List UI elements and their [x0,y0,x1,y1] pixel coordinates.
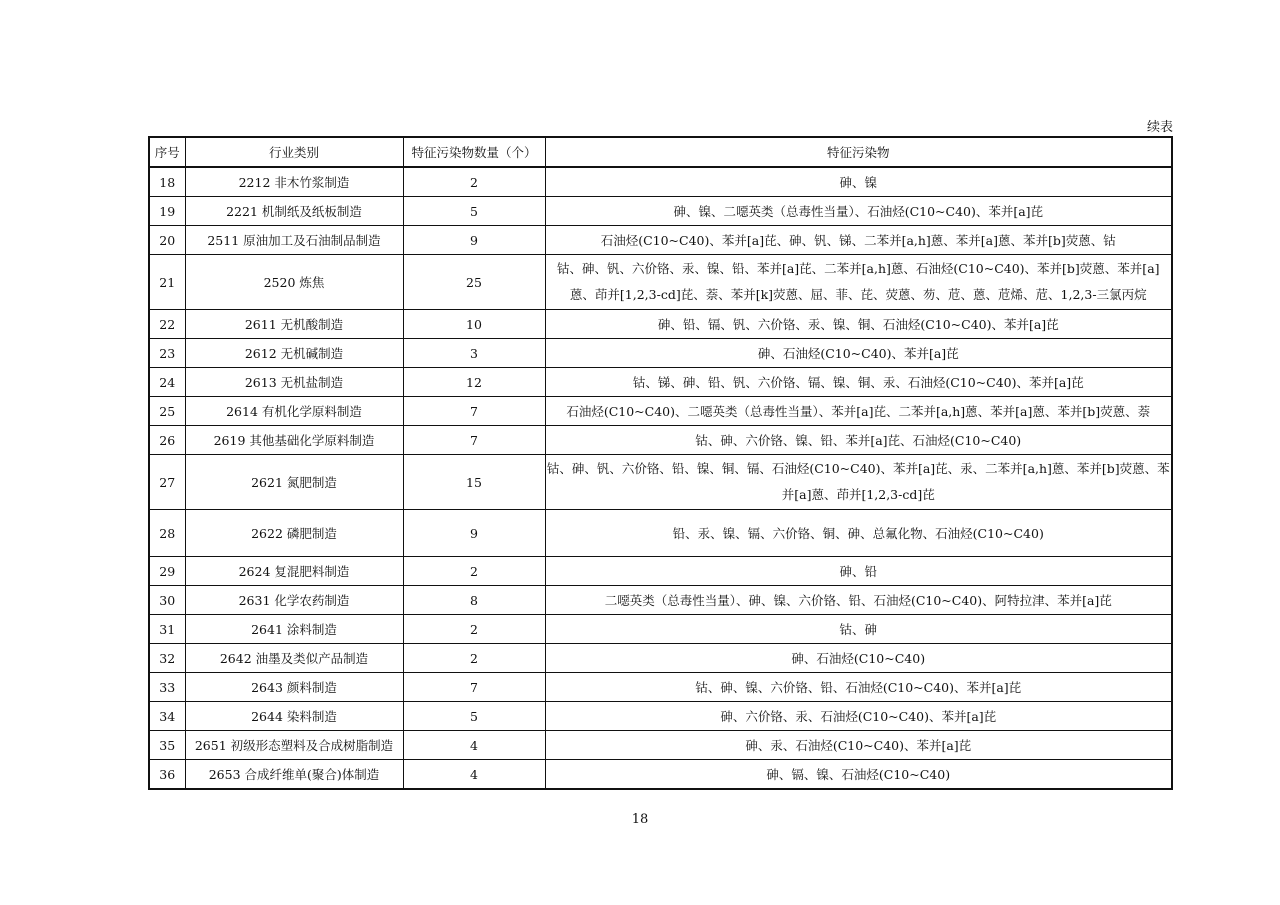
row-count: 7 [403,673,545,702]
table-row [149,310,1172,339]
row-pollutants: 砷、镉、镍、石油烃(C10~C40) [545,760,1172,790]
row-no: 29 [149,557,185,586]
table-header-row [149,137,1172,167]
row-pollutants: 钴、砷、钒、六价铬、铅、镍、铜、镉、石油烃(C10~C40)、苯并[a]芘、汞、二苯并[a,h]蒽、苯并[b]荧蒽、苯并[a]蒽、茚并[1,2,3-cd]芘 [545,455,1172,510]
row-industry: 2624 复混肥料制造 [185,557,403,586]
table-row [149,557,1172,586]
table-row [149,426,1172,455]
row-pollutants: 砷、石油烃(C10~C40)、苯并[a]芘 [545,339,1172,368]
row-industry: 2622 磷肥制造 [185,510,403,557]
row-industry: 2212 非木竹浆制造 [185,167,403,197]
row-no: 31 [149,615,185,644]
row-industry: 2642 油墨及类似产品制造 [185,644,403,673]
table-row [149,167,1172,197]
row-pollutants: 砷、铅 [545,557,1172,586]
row-pollutants: 砷、汞、石油烃(C10~C40)、苯并[a]芘 [545,731,1172,760]
table-row [149,368,1172,397]
row-pollutants: 钴、砷、镍、六价铬、铅、石油烃(C10~C40)、苯并[a]芘 [545,673,1172,702]
row-industry: 2651 初级形态塑料及合成树脂制造 [185,731,403,760]
row-pollutants: 钴、锑、砷、铅、钒、六价铬、镉、镍、铜、汞、石油烃(C10~C40)、苯并[a]芘 [545,368,1172,397]
row-industry: 2621 氮肥制造 [185,455,403,510]
row-no: 33 [149,673,185,702]
row-industry: 2653 合成纤维单(聚合)体制造 [185,760,403,790]
continued-label: 续表 [1146,120,1173,135]
table-row [149,586,1172,615]
row-no: 20 [149,226,185,255]
row-count: 4 [403,731,545,760]
row-pollutants: 砷、镍、二噁英类（总毒性当量）、石油烃(C10~C40)、苯并[a]芘 [545,197,1172,226]
row-count: 4 [403,760,545,790]
row-industry: 2643 颜料制造 [185,673,403,702]
row-no: 24 [149,368,185,397]
row-count: 2 [403,557,545,586]
row-industry: 2619 其他基础化学原料制造 [185,426,403,455]
row-industry: 2641 涂料制造 [185,615,403,644]
row-industry: 2612 无机碱制造 [185,339,403,368]
table-row [149,644,1172,673]
row-no: 27 [149,455,185,510]
row-industry: 2613 无机盐制造 [185,368,403,397]
row-pollutants: 石油烃(C10~C40)、苯并[a]芘、砷、钒、锑、二苯并[a,h]蒽、苯并[a]蒽、苯并[b]荧蒽、钴 [545,226,1172,255]
row-count: 12 [403,368,545,397]
row-no: 25 [149,397,185,426]
header-industry: 行业类别 [185,137,403,167]
table-row [149,615,1172,644]
table-row [149,339,1172,368]
row-count: 3 [403,339,545,368]
row-no: 18 [149,167,185,197]
pollutant-table [148,136,1173,790]
row-count: 10 [403,310,545,339]
row-count: 7 [403,397,545,426]
table-row [149,226,1172,255]
row-pollutants: 钴、砷 [545,615,1172,644]
row-pollutants: 砷、石油烃(C10~C40) [545,644,1172,673]
table-row [149,197,1172,226]
row-industry: 2631 化学农药制造 [185,586,403,615]
row-count: 25 [403,255,545,310]
row-count: 8 [403,586,545,615]
row-count: 2 [403,644,545,673]
row-no: 19 [149,197,185,226]
row-pollutants: 砷、六价铬、汞、石油烃(C10~C40)、苯并[a]芘 [545,702,1172,731]
row-pollutants: 钴、砷、六价铬、镍、铅、苯并[a]芘、石油烃(C10~C40) [545,426,1172,455]
row-count: 5 [403,702,545,731]
row-no: 21 [149,255,185,310]
row-count: 7 [403,426,545,455]
row-industry: 2221 机制纸及纸板制造 [185,197,403,226]
row-pollutants: 二噁英类（总毒性当量）、砷、镍、六价铬、铅、石油烃(C10~C40)、阿特拉津、苯并[a]芘 [545,586,1172,615]
table-row [149,760,1172,790]
table-row [149,702,1172,731]
header-no: 序号 [149,137,185,167]
row-count: 9 [403,226,545,255]
row-no: 30 [149,586,185,615]
row-no: 36 [149,760,185,790]
table-row [149,673,1172,702]
row-pollutants: 铅、汞、镍、镉、六价铬、铜、砷、总氟化物、石油烃(C10~C40) [545,510,1172,557]
row-industry: 2520 炼焦 [185,255,403,310]
row-industry: 2644 染料制造 [185,702,403,731]
row-industry: 2511 原油加工及石油制品制造 [185,226,403,255]
row-count: 9 [403,510,545,557]
table-row [149,510,1172,557]
row-industry: 2611 无机酸制造 [185,310,403,339]
row-pollutants: 石油烃(C10~C40)、二噁英类（总毒性当量）、苯并[a]芘、二苯并[a,h]蒽、苯并[a]蒽、苯并[b]荧蒽、萘 [545,397,1172,426]
page-number: 18 [631,812,649,827]
row-count: 2 [403,615,545,644]
table-row [149,455,1172,510]
row-pollutants: 砷、铅、镉、钒、六价铬、汞、镍、铜、石油烃(C10~C40)、苯并[a]芘 [545,310,1172,339]
row-no: 35 [149,731,185,760]
row-no: 26 [149,426,185,455]
row-no: 34 [149,702,185,731]
row-industry: 2614 有机化学原料制造 [185,397,403,426]
row-count: 2 [403,167,545,197]
row-count: 5 [403,197,545,226]
header-count: 特征污染物数量（个） [403,137,545,167]
row-no: 22 [149,310,185,339]
row-pollutants: 钴、砷、钒、六价铬、汞、镍、铅、苯并[a]芘、二苯并[a,h]蒽、石油烃(C10~C40)、苯并[b]荧蒽、苯并[a]蒽、茚并[1,2,3-cd]芘、萘、苯并[k]荧蒽、屈、菲、芘、荧蒽、芴、苊、蒽、苊烯、苊、1,2,3-三氯丙烷 [545,255,1172,310]
row-no: 32 [149,644,185,673]
table-row [149,255,1172,310]
row-count: 15 [403,455,545,510]
header-pollutants: 特征污染物 [545,137,1172,167]
row-pollutants: 砷、镍 [545,167,1172,197]
table-row [149,397,1172,426]
row-no: 28 [149,510,185,557]
table-row [149,731,1172,760]
row-no: 23 [149,339,185,368]
